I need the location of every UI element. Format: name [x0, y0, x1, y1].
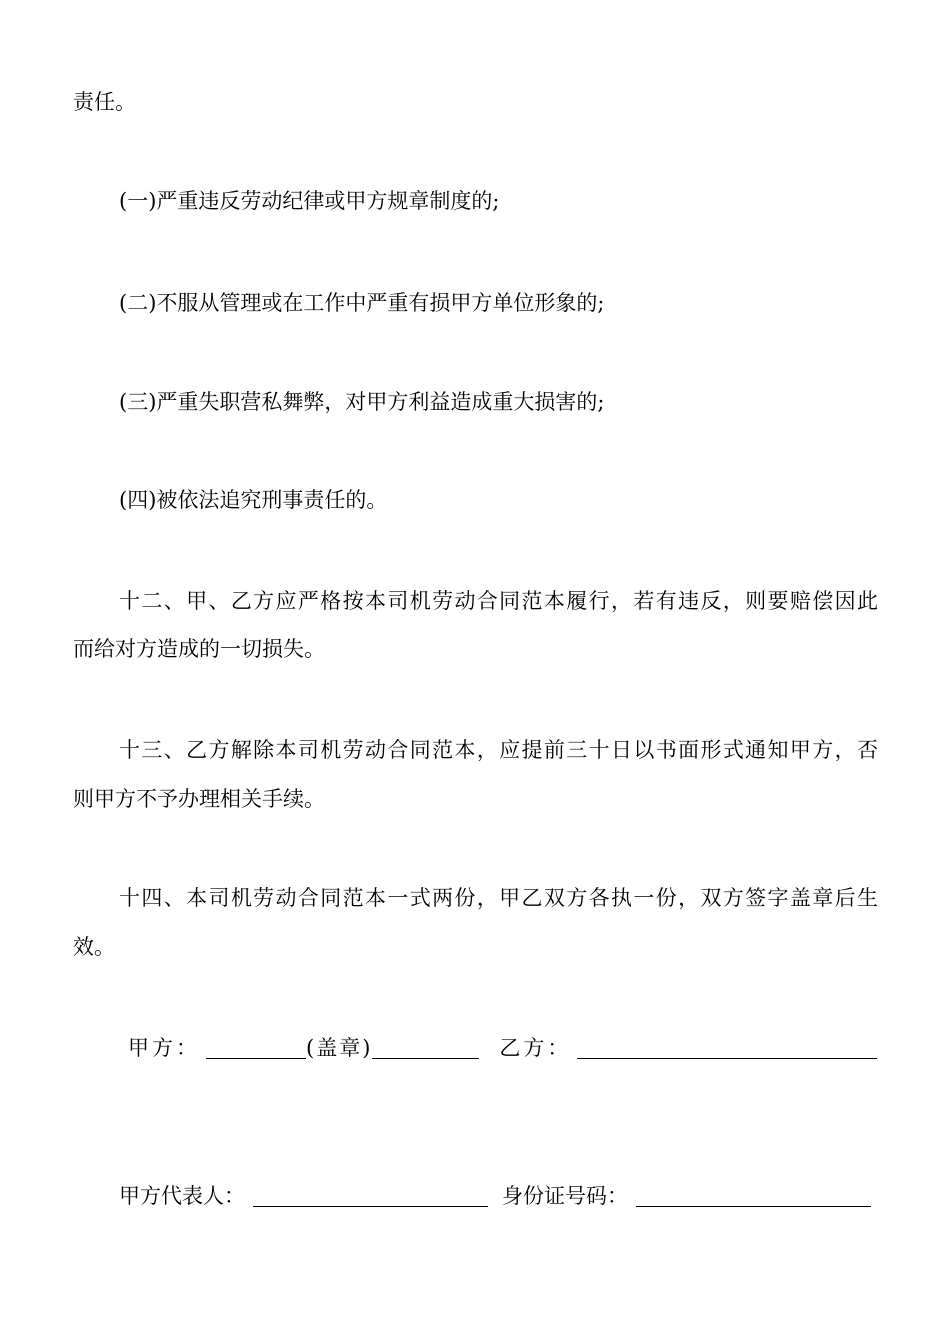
- representative-label: 甲方代表人：: [119, 1184, 245, 1208]
- list-item-4: (四)被依法追究刑事责任的。: [119, 488, 388, 512]
- signature-row-parties: [128, 1035, 877, 1061]
- clause-13-line-1: 十三、乙方解除本司机劳动合同范本，应提前三十日以书面形式通知甲方，否: [119, 738, 878, 762]
- clause-14-line-1: 十四、本司机劳动合同范本一式两份，甲乙双方各执一份，双方签字盖章后生: [119, 886, 878, 910]
- list-item-2: (二)不服从管理或在工作中严重有损甲方单位形象的;: [119, 291, 605, 315]
- seal-blank[interactable]: [372, 1036, 479, 1059]
- representative-blank[interactable]: [253, 1184, 488, 1207]
- clause-12-line-1: 十二、甲、乙方应严格按本司机劳动合同范本履行，若有违反，则要赔偿因此: [119, 589, 878, 613]
- party-b-blank[interactable]: [577, 1036, 877, 1059]
- seal-label: (盖章): [306, 1036, 373, 1060]
- clause-12-line-2: 而给对方造成的一切损失。: [73, 637, 325, 661]
- clause-13-line-2: 则甲方不予办理相关手续。: [73, 787, 325, 811]
- id-number-label: 身份证号码：: [502, 1184, 628, 1208]
- party-b-label: 乙方：: [499, 1036, 572, 1060]
- clause-14-line-2: 效。: [73, 935, 115, 959]
- signature-row-representative: [119, 1183, 871, 1209]
- party-a-blank[interactable]: [206, 1036, 306, 1059]
- party-a-label: 甲方：: [128, 1036, 200, 1060]
- id-number-blank[interactable]: [636, 1184, 871, 1207]
- paragraph-line: 责任。: [73, 90, 136, 114]
- list-item-3: (三)严重失职营私舞弊，对甲方利益造成重大损害的;: [119, 390, 605, 414]
- list-item-1: (一)严重违反劳动纪律或甲方规章制度的;: [119, 189, 500, 213]
